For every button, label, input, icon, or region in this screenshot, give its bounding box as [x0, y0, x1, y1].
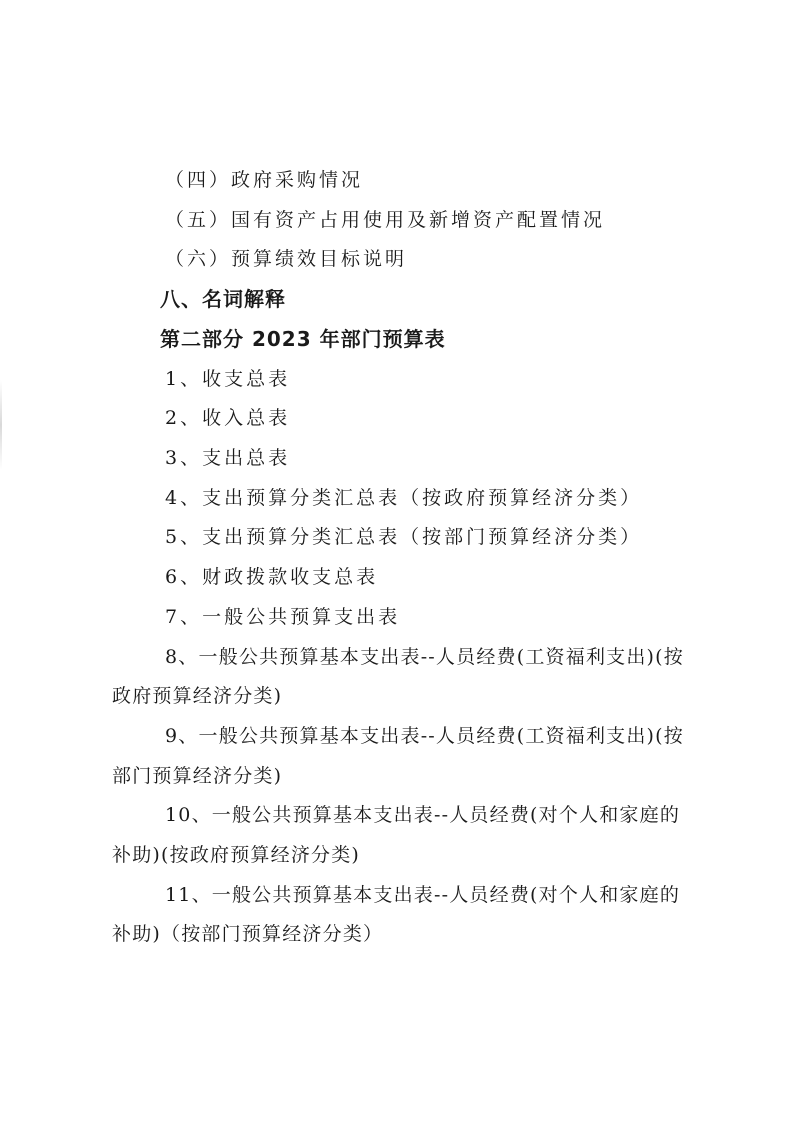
table-list-item-8-line-1: 8、一般公共预算基本支出表--人员经费(工资福利支出)(按 [165, 646, 684, 668]
table-list-item-7: 7、一般公共预算支出表 [165, 606, 401, 628]
table-list-item-8-line-2: 政府预算经济分类) [112, 685, 283, 707]
table-list-item-9-line-2: 部门预算经济分类) [112, 765, 283, 787]
table-list-item-3: 3、支出总表 [165, 447, 291, 469]
table-list-item-10-line-1: 10、一般公共预算基本支出表--人员经费(对个人和家庭的 [165, 804, 681, 826]
part-two-heading: 第二部分 2023 年部门预算表 [160, 327, 446, 351]
table-list-item-4: 4、支出预算分类汇总表（按政府预算经济分类） [165, 487, 643, 509]
table-list-item-9-line-1: 9、一般公共预算基本支出表--人员经费(工资福利支出)(按 [165, 725, 684, 747]
table-list-item-6: 6、财政拨款收支总表 [165, 566, 379, 588]
table-list-item-11-line-1: 11、一般公共预算基本支出表--人员经费(对个人和家庭的 [165, 884, 681, 906]
table-list-item-10-line-2: 补助)(按政府预算经济分类) [112, 844, 361, 866]
table-list-item-5: 5、支出预算分类汇总表（按部门预算经济分类） [165, 526, 643, 548]
table-list-item-11-line-2: 补助)（按部门预算经济分类） [112, 923, 384, 945]
toc-item-performance-goals: （六）预算绩效目标说明 [165, 248, 408, 270]
table-list-item-1: 1、收支总表 [165, 368, 291, 390]
table-list-item-2: 2、收入总表 [165, 407, 291, 429]
toc-item-government-procurement: （四）政府采购情况 [165, 169, 364, 191]
toc-item-state-assets: （五）国有资产占用使用及新增资产配置情况 [165, 209, 606, 231]
section-heading-glossary: 八、名词解释 [160, 287, 286, 311]
